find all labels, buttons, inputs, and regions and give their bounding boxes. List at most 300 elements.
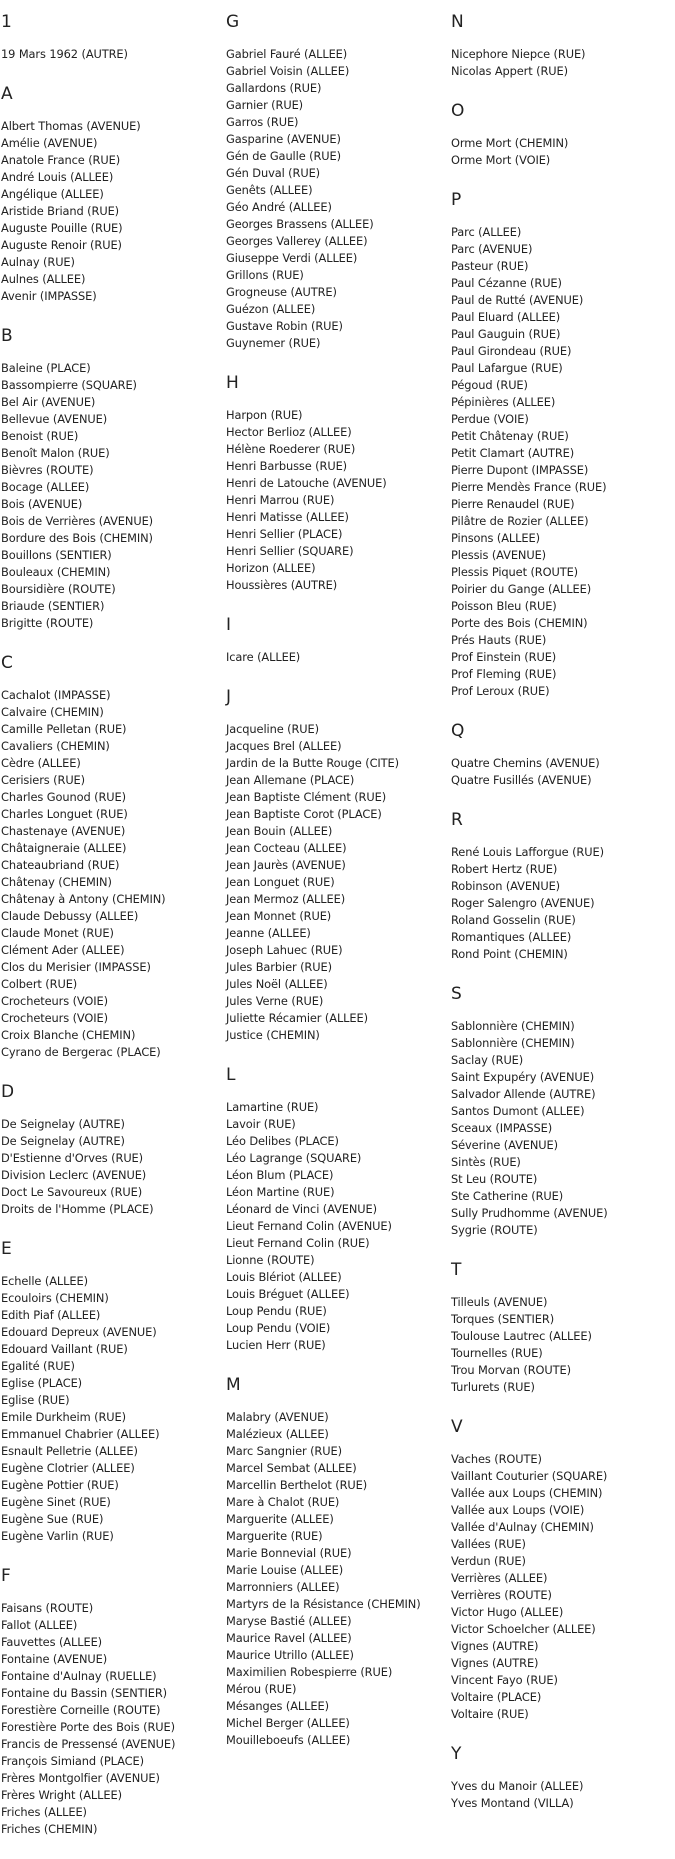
street-entry: Briaude (SENTIER) <box>1 599 105 613</box>
street-entry: Jean Monnet (RUE) <box>226 909 332 923</box>
street-entry: Saclay (RUE) <box>451 1053 524 1067</box>
street-entry: Marguerite (ALLEE) <box>226 1512 334 1526</box>
street-entry: Cavaliers (CHEMIN) <box>1 739 110 753</box>
street-entry: Fauvettes (ALLEE) <box>1 1635 103 1649</box>
letter-section <box>451 101 675 169</box>
street-entry: Crocheteurs (VOIE) <box>1 994 108 1008</box>
street-entry: Amélie (AVENUE) <box>1 136 98 150</box>
street-entry: Grillons (RUE) <box>226 268 304 282</box>
street-entry: Clément Ader (ALLEE) <box>1 943 125 957</box>
street-entry: Voltaire (RUE) <box>451 1707 529 1721</box>
street-entry: Vallée d'Aulnay (CHEMIN) <box>451 1520 594 1534</box>
street-entry: Fallot (ALLEE) <box>1 1618 78 1632</box>
street-entry: Plessis (AVENUE) <box>451 548 547 562</box>
street-entry: Mésanges (ALLEE) <box>226 1699 329 1713</box>
street-entry: Mare à Chalot (RUE) <box>226 1495 340 1509</box>
street-entry: Eglise (RUE) <box>1 1393 70 1407</box>
street-entry: Lieut Fernand Colin (RUE) <box>226 1236 370 1250</box>
street-list <box>1 46 226 63</box>
street-entry: François Simiand (PLACE) <box>1 1754 144 1768</box>
section-letter-heading: B <box>1 326 13 346</box>
street-entry: Eugène Sinet (RUE) <box>1 1495 111 1509</box>
street-entry: Perdue (VOIE) <box>451 412 529 426</box>
street-entry: Faisans (ROUTE) <box>1 1601 94 1615</box>
street-entry: Rond Point (CHEMIN) <box>451 947 568 961</box>
street-list <box>451 755 675 789</box>
street-entry: Marronniers (ALLEE) <box>226 1580 340 1594</box>
section-letter-heading: J <box>226 687 232 707</box>
street-entry: Sygrie (ROUTE) <box>451 1223 538 1237</box>
section-letter-heading: C <box>1 653 13 673</box>
street-entry: Mérou (RUE) <box>226 1682 297 1696</box>
letter-section <box>451 190 675 700</box>
street-entry: Louis Blériot (ALLEE) <box>226 1270 342 1284</box>
street-entry: Jean Jaurès (AVENUE) <box>226 858 346 872</box>
street-entry: Paul Gauguin (RUE) <box>451 327 561 341</box>
street-entry: Edouard Vaillant (RUE) <box>1 1342 128 1356</box>
section-letter-heading: O <box>451 101 465 121</box>
letter-section <box>1 326 226 632</box>
street-entry: Vallées (RUE) <box>451 1537 526 1551</box>
street-entry: Léo Lagrange (SQUARE) <box>226 1151 362 1165</box>
street-entry: Edouard Depreux (AVENUE) <box>1 1325 157 1339</box>
street-entry: Maximilien Robespierre (RUE) <box>226 1665 393 1679</box>
street-entry: Prof Einstein (RUE) <box>451 650 557 664</box>
street-entry: Edith Piaf (ALLEE) <box>1 1308 101 1322</box>
letter-section <box>451 1417 675 1723</box>
street-entry: Prés Hauts (RUE) <box>451 633 547 647</box>
street-entry: Eugène Sue (RUE) <box>1 1512 104 1526</box>
section-letter-heading: N <box>451 12 464 32</box>
street-entry: Joseph Lahuec (RUE) <box>226 943 343 957</box>
street-entry: Verrières (ROUTE) <box>451 1588 552 1602</box>
street-entry: Gén de Gaulle (RUE) <box>226 149 341 163</box>
street-entry: Martyrs de la Résistance (CHEMIN) <box>226 1597 421 1611</box>
street-entry: Eugène Clotrier (ALLEE) <box>1 1461 135 1475</box>
street-entry: Vallée aux Loups (CHEMIN) <box>451 1486 603 1500</box>
street-entry: Clos du Merisier (IMPASSE) <box>1 960 151 974</box>
street-list <box>1 118 226 305</box>
street-entry: Emmanuel Chabrier (ALLEE) <box>1 1427 160 1441</box>
street-entry: Louis Bréguet (ALLEE) <box>226 1287 350 1301</box>
street-entry: Pilâtre de Rozier (ALLEE) <box>451 514 589 528</box>
street-entry: Ste Catherine (RUE) <box>451 1189 564 1203</box>
street-entry: Pépinières (ALLEE) <box>451 395 556 409</box>
street-entry: Doct Le Savoureux (RUE) <box>1 1185 143 1199</box>
street-entry: Aristide Briand (RUE) <box>1 204 120 218</box>
street-entry: St Leu (ROUTE) <box>451 1172 538 1186</box>
street-entry: Calvaire (CHEMIN) <box>1 705 104 719</box>
street-entry: Quatre Fusillés (AVENUE) <box>451 773 592 787</box>
street-entry: Maurice Ravel (ALLEE) <box>226 1631 352 1645</box>
street-entry: Bocage (ALLEE) <box>1 480 90 494</box>
street-entry: Toulouse Lautrec (ALLEE) <box>451 1329 592 1343</box>
section-letter-heading: T <box>451 1260 462 1280</box>
letter-section <box>451 984 675 1239</box>
street-entry: Petit Châtenay (RUE) <box>451 429 569 443</box>
letter-section <box>226 687 451 1044</box>
street-entry: Lieut Fernand Colin (AVENUE) <box>226 1219 392 1233</box>
street-entry: Trou Morvan (ROUTE) <box>451 1363 571 1377</box>
street-entry: Lucien Herr (RUE) <box>226 1338 326 1352</box>
street-entry: Jules Verne (RUE) <box>226 994 324 1008</box>
letter-section <box>1 1239 226 1545</box>
street-entry: Poirier du Gange (ALLEE) <box>451 582 592 596</box>
street-entry: Victor Schoelcher (ALLEE) <box>451 1622 596 1636</box>
street-entry: Marguerite (RUE) <box>226 1529 323 1543</box>
street-entry: Michel Berger (ALLEE) <box>226 1716 350 1730</box>
street-entry: Colbert (RUE) <box>1 977 78 991</box>
street-entry: Robinson (AVENUE) <box>451 879 561 893</box>
street-entry: Fontaine d'Aulnay (RUELLE) <box>1 1669 157 1683</box>
street-entry: Georges Vallerey (ALLEE) <box>226 234 368 248</box>
street-entry: Henri de Latouche (AVENUE) <box>226 476 387 490</box>
street-entry: Fontaine (AVENUE) <box>1 1652 108 1666</box>
section-letter-heading: L <box>226 1065 236 1085</box>
street-entry: Garnier (RUE) <box>226 98 304 112</box>
street-entry: Sablonnière (CHEMIN) <box>451 1019 575 1033</box>
street-entry: Benoist (RUE) <box>1 429 79 443</box>
street-entry: Charles Gounod (RUE) <box>1 790 126 804</box>
street-entry: Chateaubriand (RUE) <box>1 858 120 872</box>
street-entry: Parc (AVENUE) <box>451 242 533 256</box>
street-entry: Châtenay (CHEMIN) <box>1 875 112 889</box>
street-entry: Nicephore Niepce (RUE) <box>451 47 586 61</box>
street-entry: Jean Bouin (ALLEE) <box>226 824 333 838</box>
street-entry: Séverine (AVENUE) <box>451 1138 558 1152</box>
street-entry: Jean Cocteau (ALLEE) <box>226 841 347 855</box>
street-entry: Guézon (ALLEE) <box>226 302 316 316</box>
street-entry: Vignes (AUTRE) <box>451 1656 539 1670</box>
street-entry: Camille Pelletan (RUE) <box>1 722 127 736</box>
street-entry: Francis de Pressensé (AVENUE) <box>1 1737 176 1751</box>
street-entry: Voltaire (PLACE) <box>451 1690 542 1704</box>
street-list <box>226 407 451 594</box>
street-entry: Chastenaye (AVENUE) <box>1 824 126 838</box>
street-entry: De Seignelay (AUTRE) <box>1 1117 125 1131</box>
street-entry: Henri Marrou (RUE) <box>226 493 335 507</box>
street-entry: Jeanne (ALLEE) <box>226 926 311 940</box>
street-entry: Brigitte (ROUTE) <box>1 616 94 630</box>
street-entry: Jacqueline (RUE) <box>226 722 319 736</box>
street-entry: Roger Salengro (AVENUE) <box>451 896 595 910</box>
street-entry: Salvador Allende (AUTRE) <box>451 1087 596 1101</box>
street-entry: Vincent Fayo (RUE) <box>451 1673 558 1687</box>
street-entry: Sablonnière (CHEMIN) <box>451 1036 575 1050</box>
street-entry: Poisson Bleu (RUE) <box>451 599 557 613</box>
street-entry: Eglise (PLACE) <box>1 1376 83 1390</box>
street-entry: Porte des Bois (CHEMIN) <box>451 616 588 630</box>
street-entry: Forestière Corneille (ROUTE) <box>1 1703 161 1717</box>
section-letter-heading: D <box>1 1082 15 1102</box>
street-entry: Ecouloirs (CHEMIN) <box>1 1291 109 1305</box>
street-entry: Léo Delibes (PLACE) <box>226 1134 339 1148</box>
street-entry: André Louis (ALLEE) <box>1 170 114 184</box>
street-entry: Aulnes (ALLEE) <box>1 272 86 286</box>
street-entry: Orme Mort (VOIE) <box>451 153 551 167</box>
street-entry: Juliette Récamier (ALLEE) <box>226 1011 368 1025</box>
street-entry: Pierre Renaudel (RUE) <box>451 497 575 511</box>
street-entry: Bordure des Bois (CHEMIN) <box>1 531 153 545</box>
letter-section <box>226 615 451 666</box>
street-entry: Verrières (ALLEE) <box>451 1571 548 1585</box>
street-entry: Gabriel Fauré (ALLEE) <box>226 47 348 61</box>
street-entry: Victor Hugo (ALLEE) <box>451 1605 564 1619</box>
street-entry: Baleine (PLACE) <box>1 361 91 375</box>
street-list <box>451 844 675 963</box>
street-entry: Emile Durkheim (RUE) <box>1 1410 126 1424</box>
letter-section <box>226 373 451 594</box>
street-entry: Hector Berlioz (ALLEE) <box>226 425 352 439</box>
street-entry: Gallardons (RUE) <box>226 81 322 95</box>
section-letter-heading: M <box>226 1375 241 1395</box>
letter-section <box>1 12 226 63</box>
street-entry: Yves du Manoir (ALLEE) <box>451 1779 584 1793</box>
street-entry: Gasparine (AVENUE) <box>226 132 341 146</box>
street-entry: Bel Air (AVENUE) <box>1 395 96 409</box>
street-entry: Lionne (ROUTE) <box>226 1253 315 1267</box>
street-entry: Hélène Roederer (RUE) <box>226 442 356 456</box>
street-entry: Pasteur (RUE) <box>451 259 529 273</box>
street-entry: Vaillant Couturier (SQUARE) <box>451 1469 608 1483</box>
street-entry: Marie Bonnevial (RUE) <box>226 1546 352 1560</box>
street-entry: Jean Baptiste Clément (RUE) <box>226 790 387 804</box>
street-entry: Frères Wright (ALLEE) <box>1 1788 122 1802</box>
street-entry: Anatole France (RUE) <box>1 153 121 167</box>
letter-section <box>1 1082 226 1218</box>
section-letter-heading: I <box>226 615 232 635</box>
street-entry: Sceaux (IMPASSE) <box>451 1121 553 1135</box>
street-entry: Sully Prudhomme (AVENUE) <box>451 1206 608 1220</box>
street-entry: Romantiques (ALLEE) <box>451 930 572 944</box>
street-entry: Friches (ALLEE) <box>1 1805 87 1819</box>
street-entry: Albert Thomas (AVENUE) <box>1 119 141 133</box>
street-entry: Georges Brassens (ALLEE) <box>226 217 374 231</box>
street-entry: Saint Expupéry (AVENUE) <box>451 1070 595 1084</box>
street-entry: Marie Louise (ALLEE) <box>226 1563 344 1577</box>
street-entry: Cerisiers (RUE) <box>1 773 85 787</box>
street-entry: Roland Gosselin (RUE) <box>451 913 576 927</box>
street-entry: Claude Monet (RUE) <box>1 926 114 940</box>
street-entry: Jean Longuet (RUE) <box>226 875 335 889</box>
street-entry: René Louis Lafforgue (RUE) <box>451 845 604 859</box>
street-list <box>226 46 451 352</box>
street-entry: Bellevue (AVENUE) <box>1 412 108 426</box>
street-entry: Malabry (AVENUE) <box>226 1410 329 1424</box>
street-entry: Prof Fleming (RUE) <box>451 667 557 681</box>
street-entry: Cachalot (IMPASSE) <box>1 688 111 702</box>
street-entry: Jean Allemane (PLACE) <box>226 773 355 787</box>
street-entry: Giuseppe Verdi (ALLEE) <box>226 251 358 265</box>
street-entry: Orme Mort (CHEMIN) <box>451 136 569 150</box>
letter-section <box>451 810 675 963</box>
street-entry: Pégoud (RUE) <box>451 378 528 392</box>
street-entry: Marc Sangnier (RUE) <box>226 1444 342 1458</box>
street-entry: Léon Blum (PLACE) <box>226 1168 334 1182</box>
street-entry: Guynemer (RUE) <box>226 336 321 350</box>
street-entry: Cyrano de Bergerac (PLACE) <box>1 1045 161 1059</box>
street-entry: Torques (SENTIER) <box>451 1312 555 1326</box>
street-entry: Maryse Bastié (ALLEE) <box>226 1614 352 1628</box>
street-list <box>1 1116 226 1218</box>
street-entry: 19 Mars 1962 (AUTRE) <box>1 47 128 61</box>
street-entry: Bois de Verrières (AVENUE) <box>1 514 154 528</box>
street-list <box>1 1273 226 1545</box>
street-entry: Santos Dumont (ALLEE) <box>451 1104 585 1118</box>
street-entry: Bois (AVENUE) <box>1 497 83 511</box>
street-entry: Harpon (RUE) <box>226 408 303 422</box>
street-entry: Angélique (ALLEE) <box>1 187 104 201</box>
street-entry: Auguste Renoir (RUE) <box>1 238 122 252</box>
street-entry: Horizon (ALLEE) <box>226 561 316 575</box>
letter-section <box>451 1744 675 1812</box>
section-letter-heading: G <box>226 12 240 32</box>
street-entry: Lavoir (RUE) <box>226 1117 296 1131</box>
street-entry: Châtaigneraie (ALLEE) <box>1 841 127 855</box>
street-entry: Grogneuse (AUTRE) <box>226 285 337 299</box>
street-entry: Gabriel Voisin (ALLEE) <box>226 64 350 78</box>
street-entry: Paul Girondeau (RUE) <box>451 344 572 358</box>
letter-section <box>1 84 226 305</box>
street-entry: Pierre Mendès France (RUE) <box>451 480 607 494</box>
street-entry: Lamartine (RUE) <box>226 1100 319 1114</box>
section-letter-heading: Y <box>451 1744 462 1764</box>
street-entry: Claude Debussy (ALLEE) <box>1 909 139 923</box>
street-entry: Prof Leroux (RUE) <box>451 684 550 698</box>
street-entry: Bièvres (ROUTE) <box>1 463 94 477</box>
street-entry: Nicolas Appert (RUE) <box>451 64 568 78</box>
section-letter-heading: H <box>226 373 239 393</box>
street-entry: Boursidière (ROUTE) <box>1 582 116 596</box>
street-list <box>451 135 675 169</box>
street-entry: Jean Mermoz (ALLEE) <box>226 892 346 906</box>
street-entry: Mouilleboeufs (ALLEE) <box>226 1733 351 1747</box>
street-index-column-3 <box>451 0 675 1833</box>
street-entry: Plessis Piquet (ROUTE) <box>451 565 579 579</box>
street-list <box>226 1099 451 1354</box>
street-entry: Tilleuls (AVENUE) <box>451 1295 548 1309</box>
street-entry: Esnault Pelletrie (ALLEE) <box>1 1444 138 1458</box>
section-letter-heading: Q <box>451 721 465 741</box>
street-entry: Loup Pendu (RUE) <box>226 1304 327 1318</box>
street-entry: Benoît Malon (RUE) <box>1 446 110 460</box>
street-entry: Vignes (AUTRE) <box>451 1639 539 1653</box>
street-list <box>1 1600 226 1838</box>
street-entry: Paul Lafargue (RUE) <box>451 361 563 375</box>
street-entry: Maurice Utrillo (ALLEE) <box>226 1648 354 1662</box>
street-entry: Géo André (ALLEE) <box>226 200 332 214</box>
street-entry: De Seignelay (AUTRE) <box>1 1134 125 1148</box>
street-index-column-1 <box>1 0 226 1859</box>
street-entry: Jean Baptiste Corot (PLACE) <box>226 807 382 821</box>
street-entry: Cèdre (ALLEE) <box>1 756 81 770</box>
street-index-column-2 <box>226 0 451 1770</box>
street-entry: Genêts (ALLEE) <box>226 183 313 197</box>
street-list <box>226 649 451 666</box>
street-list <box>451 1778 675 1812</box>
street-entry: Aulnay (RUE) <box>1 255 75 269</box>
street-entry: Frères Montgolfier (AVENUE) <box>1 1771 160 1785</box>
street-entry: Paul Cézanne (RUE) <box>451 276 562 290</box>
street-entry: Henri Barbusse (RUE) <box>226 459 348 473</box>
section-letter-heading: P <box>451 190 462 210</box>
street-entry: Garros (RUE) <box>226 115 299 129</box>
street-entry: Houssières (AUTRE) <box>226 578 338 592</box>
section-letter-heading: S <box>451 984 462 1004</box>
street-list <box>1 360 226 632</box>
street-entry: Jacques Brel (ALLEE) <box>226 739 342 753</box>
street-entry: Echelle (ALLEE) <box>1 1274 88 1288</box>
street-entry: Jules Barbier (RUE) <box>226 960 332 974</box>
street-list <box>451 46 675 80</box>
street-entry: Quatre Chemins (AVENUE) <box>451 756 600 770</box>
street-entry: Crocheteurs (VOIE) <box>1 1011 108 1025</box>
street-entry: Jules Noël (ALLEE) <box>226 977 328 991</box>
street-list <box>1 687 226 1061</box>
letter-section <box>226 12 451 352</box>
street-entry: Henri Sellier (SQUARE) <box>226 544 354 558</box>
street-entry: Vallée aux Loups (VOIE) <box>451 1503 585 1517</box>
street-entry: Châtenay à Antony (CHEMIN) <box>1 892 166 906</box>
letter-section <box>451 12 675 80</box>
street-entry: D'Estienne d'Orves (RUE) <box>1 1151 143 1165</box>
street-entry: Henri Matisse (ALLEE) <box>226 510 349 524</box>
street-entry: Bassompierre (SQUARE) <box>1 378 137 392</box>
street-list <box>451 1451 675 1723</box>
street-entry: Bouleaux (CHEMIN) <box>1 565 111 579</box>
street-entry: Justice (CHEMIN) <box>226 1028 320 1042</box>
street-entry: Yves Montand (VILLA) <box>451 1796 574 1810</box>
street-entry: Jardin de la Butte Rouge (CITE) <box>226 756 399 770</box>
street-entry: Malézieux (ALLEE) <box>226 1427 329 1441</box>
street-entry: Forestière Porte des Bois (RUE) <box>1 1720 175 1734</box>
street-entry: Gustave Robin (RUE) <box>226 319 343 333</box>
street-entry: Charles Longuet (RUE) <box>1 807 128 821</box>
street-entry: Fontaine du Bassin (SENTIER) <box>1 1686 167 1700</box>
street-entry: Paul de Rutté (AVENUE) <box>451 293 584 307</box>
street-entry: Auguste Pouille (RUE) <box>1 221 123 235</box>
street-entry: Droits de l'Homme (PLACE) <box>1 1202 154 1216</box>
letter-section <box>1 653 226 1061</box>
street-entry: Marcel Sembat (ALLEE) <box>226 1461 357 1475</box>
street-entry: Icare (ALLEE) <box>226 650 301 664</box>
section-letter-heading: A <box>1 84 13 104</box>
letter-section <box>451 721 675 789</box>
street-list <box>451 1294 675 1396</box>
street-entry: Marcellin Berthelot (RUE) <box>226 1478 368 1492</box>
street-entry: Bouillons (SENTIER) <box>1 548 112 562</box>
street-entry: Eugène Varlin (RUE) <box>1 1529 114 1543</box>
section-letter-heading: V <box>451 1417 463 1437</box>
street-entry: Léonard de Vinci (AVENUE) <box>226 1202 377 1216</box>
letter-section <box>226 1065 451 1354</box>
street-entry: Croix Blanche (CHEMIN) <box>1 1028 136 1042</box>
street-entry: Léon Martine (RUE) <box>226 1185 335 1199</box>
street-entry: Gén Duval (RUE) <box>226 166 321 180</box>
street-entry: Eugène Pottier (RUE) <box>1 1478 119 1492</box>
letter-section <box>451 1260 675 1396</box>
section-letter-heading: E <box>1 1239 12 1259</box>
street-entry: Pierre Dupont (IMPASSE) <box>451 463 589 477</box>
street-list <box>226 721 451 1044</box>
letter-section <box>226 1375 451 1749</box>
letter-section <box>1 1566 226 1838</box>
street-list <box>451 224 675 700</box>
street-entry: Verdun (RUE) <box>451 1554 526 1568</box>
street-entry: Turlurets (RUE) <box>451 1380 535 1394</box>
street-entry: Loup Pendu (VOIE) <box>226 1321 331 1335</box>
street-entry: Paul Eluard (ALLEE) <box>451 310 561 324</box>
